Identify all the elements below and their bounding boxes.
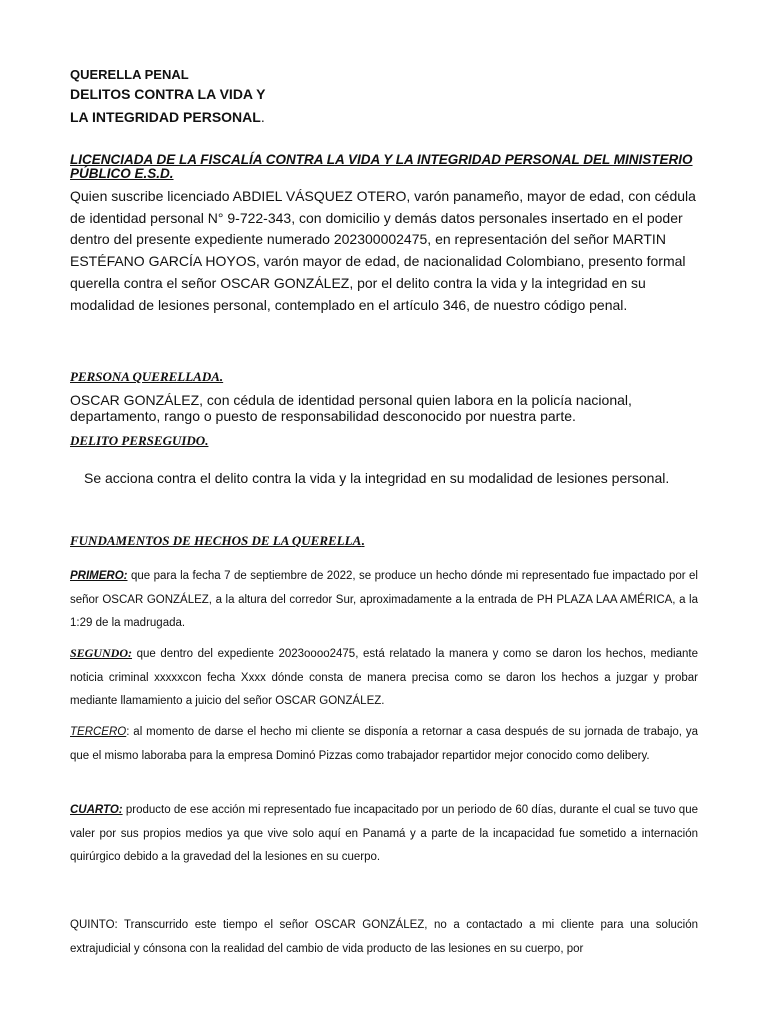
fact-text: que dentro del expediente 2023oooo2475, está relatado la manera y como se daron los hechos, mediante noticia criminal xxxxxcon fecha Xxxx dónde consta de manera precisa como se daron los hechos a juzgar y probar mediante llamamiento a juicio del señor OSCAR GONZÁLEZ. <box>70 648 698 707</box>
document-type-heading: QUERELLA PENAL <box>70 67 189 82</box>
fact-text: que para la fecha 7 de septiembre de 2022, se produce un hecho dónde mi representado fue impactado por el señor OSCAR GONZÁLEZ, a la altura del corredor Sur, aproximadamente a la entrada de PH PLAZA LAA AMÉRICA, a la 1:29 de la madrugada. <box>70 570 698 629</box>
section-title-querellada: PERSONA QUERELLADA. <box>70 369 224 384</box>
fact-label: CUARTO: <box>70 804 123 816</box>
section-title-delito: DELITO PERSEGUIDO. <box>70 433 209 448</box>
querellada-paragraph: OSCAR GONZÁLEZ, con cédula de identidad personal quien labora en la policía nacional, departamento, rango o puesto de responsabilidad desconocido por nuestra parte. <box>70 392 632 424</box>
crime-category-heading-line1: DELITOS CONTRA LA VIDA Y <box>70 86 266 102</box>
fact-tercero <box>70 721 698 768</box>
heading-line3-text: LA INTEGRIDAD PERSONAL <box>70 109 261 125</box>
fact-segundo <box>70 642 698 714</box>
fact-label: SEGUNDO: <box>70 646 133 660</box>
fact-text: QUINTO: Transcurrido este tiempo el señor OSCAR GONZÁLEZ, no a contactado a mi cliente para una solución extrajudicial y cónsona con la realidad del cambio de vida producto de las lesiones en su cuerpo, por <box>70 919 698 955</box>
section-title-fundamentos <box>70 533 698 549</box>
intro-paragraph: Quien suscribe licenciado ABDIEL VÁSQUEZ OTERO, varón panameño, mayor de edad, con cédula de identidad personal N° 9-722-343, con domicilio y demás datos personales insertado en el poder dentro del presente expediente numerado 202300002475, en representación del señor MARTIN ESTÉFANO GARCÍA HOYOS, varón mayor de edad, de nacionalidad Colombiano, presento formal querella contra el señor OSCAR GONZÁLEZ, por el delito contra la vida y la integridad en su modalidad de lesiones personal, contemplado en el artículo 346, de nuestro código penal. <box>70 188 696 313</box>
crime-category-heading-line2 <box>70 109 698 125</box>
heading-line3-period: . <box>260 109 265 125</box>
fact-label: TERCERO <box>70 726 127 738</box>
fact-text: : al momento de darse el hecho mi cliente se disponía a retornar a casa después de su jornada de trabajo, ya que el mismo laboraba para la empresa Dominó Pizzas como trabajador repartidor mejor conocido como delibery. <box>70 726 698 762</box>
addressee: LICENCIADA DE LA FISCALÍA CONTRA LA VIDA Y LA INTEGRIDAD PERSONAL DEL MINISTERIO PÚBLICO E.S.D. <box>70 152 693 181</box>
fact-cuarto <box>70 799 698 870</box>
fact-primero <box>70 565 698 636</box>
fact-label: PRIMERO: <box>70 570 128 582</box>
fact-quinto <box>70 914 698 961</box>
fact-text: producto de ese acción mi representado fue incapacitado por un periodo de 60 días, durante el cual se tuvo que valer por sus propios medios ya que vive solo aquí en Panamá y a parte de la incapacidad fue sometido a internación quirúrgico debido a la gravedad del la lesiones en su cuerpo. <box>70 804 698 863</box>
fundamentos-title-period: . <box>361 533 365 548</box>
fundamentos-title-text: FUNDAMENTOS DE HECHOS DE LA QUERELLA <box>70 533 362 548</box>
delito-paragraph <box>70 464 698 492</box>
delito-text: Se acciona contra el delito contra la vida y la integridad en su modalidad de lesiones personal. <box>84 470 670 486</box>
